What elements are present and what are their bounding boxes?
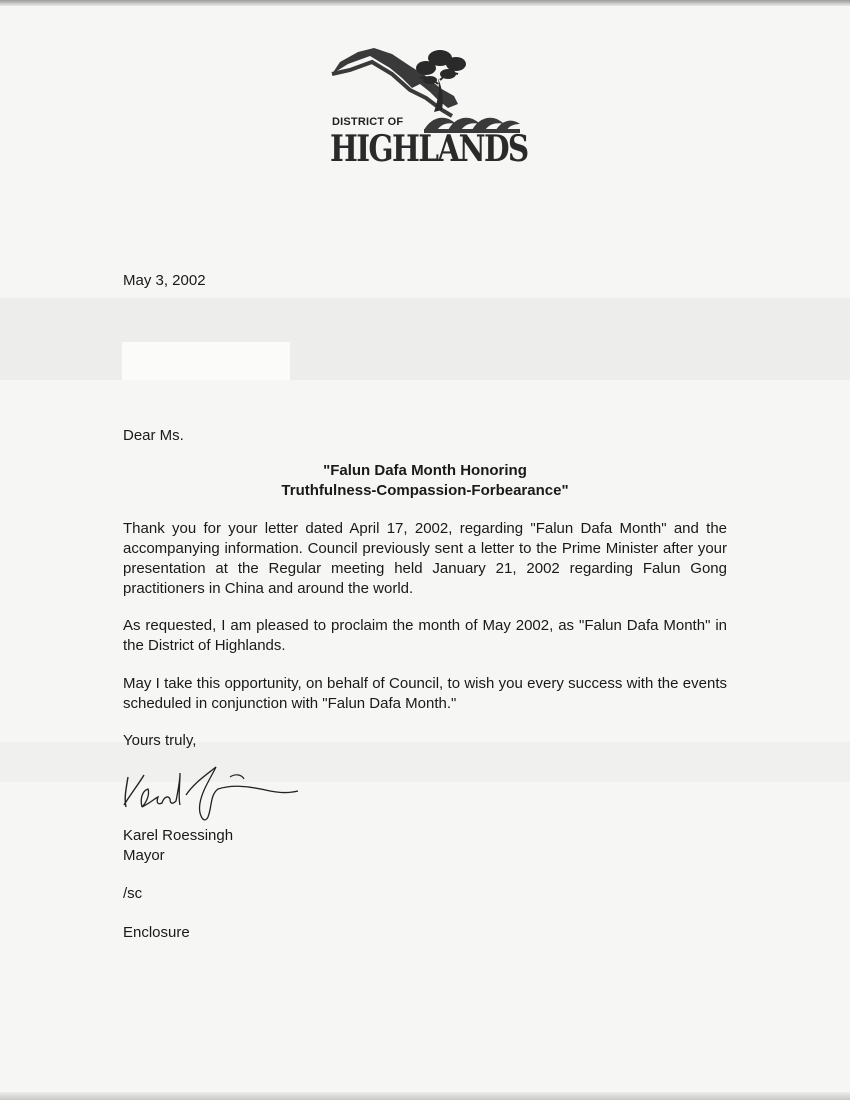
body-paragraph-1: Thank you for your letter dated April 17, 2002, regarding "Falun Dafa Month" and the accompanying information. Council previously sent a letter to the Prime Minister after your presentation at the Regular meeting held January 21, 2002 regarding Falun Gong practitioners in China and around the world. — [123, 520, 727, 597]
body-paragraph-3: May I take this opportunity, on behalf of Council, to wish you every success with the events scheduled in conjunction with "Falun Dafa Month." — [123, 675, 727, 712]
subject-heading — [123, 461, 727, 501]
signature — [120, 755, 310, 830]
signer-name: Karel Roessingh — [123, 827, 234, 844]
salutation: Dear Ms. — [123, 427, 184, 444]
enclosure-note: Enclosure — [123, 924, 190, 941]
handwritten-signature-icon — [120, 755, 310, 825]
redacted-address — [122, 342, 290, 380]
scan-edge-top — [0, 0, 850, 6]
signer-title: Mayor — [123, 847, 165, 864]
body-paragraph-2: As requested, I am pleased to proclaim the month of May 2002, as "Falun Dafa Month" in the District of Highlands. — [123, 617, 727, 654]
subject-line-1: "Falun Dafa Month Honoring — [323, 462, 527, 479]
logo-district-name: HIGHLANDS — [330, 128, 528, 170]
subject-line-2: Truthfulness-Compassion-Forbearance" — [281, 482, 569, 499]
district-logo — [330, 44, 528, 179]
letter-date: May 3, 2002 — [123, 272, 206, 289]
typist-initials: /sc — [123, 885, 143, 902]
logo-district-prefix: DISTRICT OF — [332, 116, 404, 128]
closing: Yours truly, — [123, 732, 197, 749]
scan-edge-bottom — [0, 1092, 850, 1100]
